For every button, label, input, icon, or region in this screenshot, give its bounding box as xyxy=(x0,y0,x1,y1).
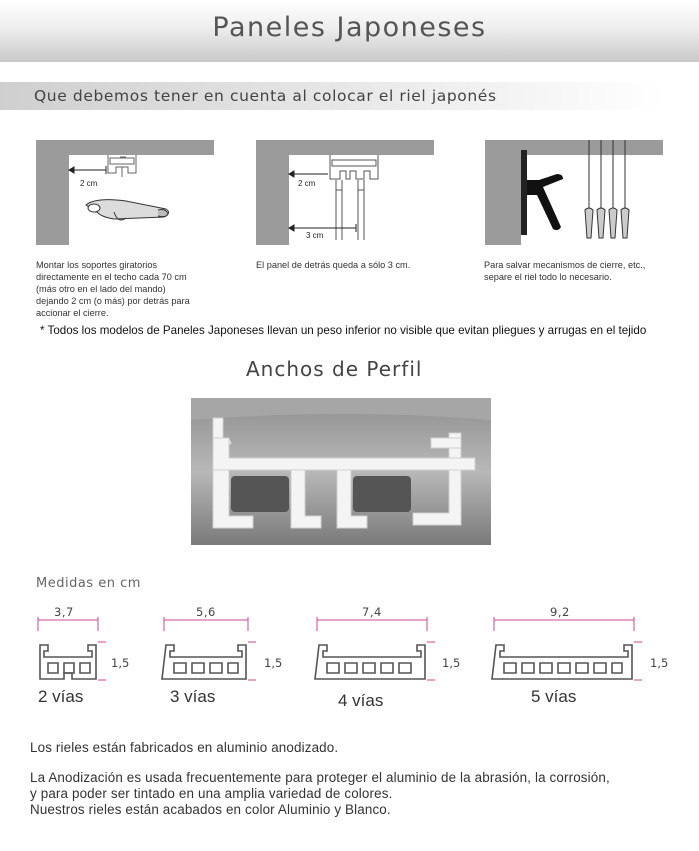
dim-3cm-label: 3 cm xyxy=(306,231,324,240)
diagram-ceiling-mount xyxy=(36,140,216,245)
anodization-line-3: Nuestros rieles están acabados en color Aluminio y Blanco. xyxy=(30,802,391,817)
rail-2-label: 2 vías xyxy=(38,687,84,706)
diagram-panel-gap xyxy=(256,140,436,245)
rail-5-width: 9,2 xyxy=(550,605,570,619)
page-title: Paneles Japoneses xyxy=(212,12,487,43)
measures-title: Medidas en cm xyxy=(36,576,141,591)
rail-3-label: 3 vías xyxy=(170,687,216,706)
anodization-line-2: y para poder ser tintado en una amplia variedad de colores. xyxy=(30,786,393,801)
weight-note: * Todos los modelos de Paneles Japoneses llevan un peso inferior no visible que evitan pliegues y arrugas en el tejido xyxy=(40,324,647,337)
rail-4-width: 7,4 xyxy=(362,605,382,619)
subtitle-banner xyxy=(0,82,665,110)
rail-2-height: 1,5 xyxy=(111,656,130,670)
rail-4-label: 4 vías xyxy=(338,691,384,710)
diagram-3-caption: Para salvar mecanismos de cierre, etc., separe el riel todo lo necesario. xyxy=(484,260,646,282)
rail-5-label: 5 vías xyxy=(531,687,577,706)
dim-2cm-label-2: 2 cm xyxy=(298,179,316,188)
rail-2-width: 3,7 xyxy=(54,605,74,619)
profile-title: Anchos de Perfil xyxy=(246,357,423,381)
rail-2-vias xyxy=(34,605,134,685)
section-subtitle: Que debemos tener en cuenta al colocar el riel japonés xyxy=(34,87,497,105)
rail-4-height: 1,5 xyxy=(442,656,461,670)
anodized-paragraph: Los rieles están fabricados en aluminio anodizado. xyxy=(30,740,339,755)
rail-profile-photo xyxy=(191,398,491,545)
diagram-2-caption: El panel de detrás queda a sólo 3 cm. xyxy=(256,260,411,270)
rail-5-height: 1,5 xyxy=(650,656,669,670)
dim-2cm-label: 2 cm xyxy=(80,179,98,188)
rail-5-vias xyxy=(490,605,650,685)
title-banner xyxy=(0,0,699,62)
diagram-1-caption: Montar los soportes giratorios directamente en el techo cada 70 cm (más otro en el lado del mando) dejando 2 cm (o más) por detrás para accionar el cierre. xyxy=(36,260,190,318)
diagram-window-handle xyxy=(485,140,665,245)
rail-3-height: 1,5 xyxy=(264,656,283,670)
anodization-line-1: La Anodización es usada frecuentemente para proteger el aluminio de la abrasión, la corrosión, xyxy=(30,770,610,785)
rail-3-width: 5,6 xyxy=(196,605,216,619)
